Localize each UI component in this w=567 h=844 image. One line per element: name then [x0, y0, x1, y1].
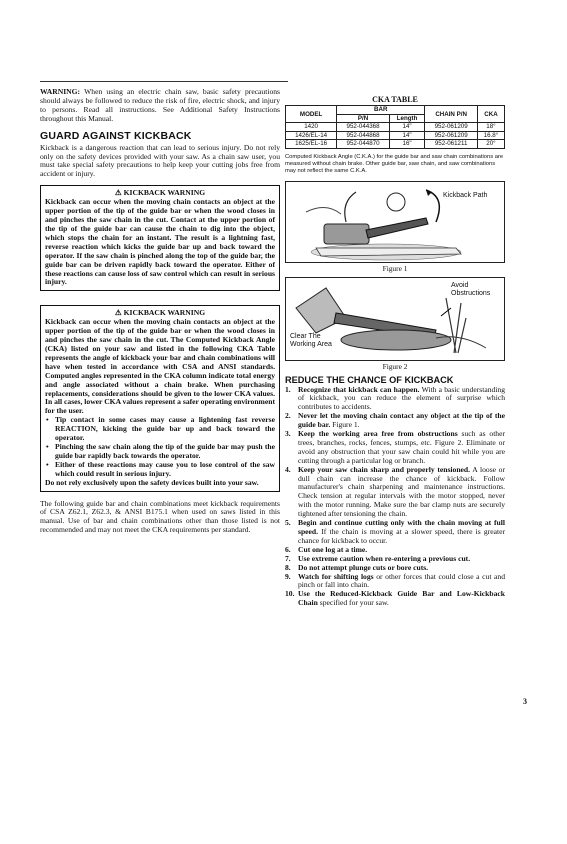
table-cell: 14"	[389, 131, 424, 140]
item-bold: Never let the moving chain contact any object at the tip of the guide bar.	[298, 411, 505, 430]
warning-bullet: • Pinching the saw chain along the tip of the guide bar may push the guide bar rapidly back towards the operator.	[55, 443, 275, 461]
table-header: P/N	[337, 114, 390, 123]
item-text: A loose or dull chain can increase the chance of kickback. Follow manufacturer's chain sharpening and maintenance instructions. Check tension at regular intervals with the motor stopped, never with the motor running. Make sure the bar clamp nuts are securely tightened after tensioning the chain.	[298, 464, 505, 519]
item-text: If the chain is moving at a slower speed, there is greater chance for kickback to occur.	[298, 527, 505, 545]
guard-text: Kickback is a dangerous reaction that can lead to serious injury. Do not rely only on the safety devices provided with your saw. As a chain saw user, you must take special safety precautions to help keep your cutting jobs free from accident or injury.	[40, 142, 280, 179]
item-number: 1.	[285, 384, 291, 394]
warning-bullet: • Tip contact in some cases may cause a lightening fast reverse REACTION, kicking the guide bar up and back toward the operator.	[55, 416, 275, 443]
cka-table-title: CKA TABLE	[372, 95, 418, 104]
item-bold: Keep the working area free from obstructions	[298, 429, 458, 439]
figure-1-caption: Figure 1	[382, 263, 408, 273]
item-number: 3.	[285, 429, 291, 439]
list-item	[285, 430, 505, 466]
item-bold: Recognize that kickback can happen.	[298, 384, 420, 394]
cka-table	[285, 105, 505, 149]
guard-heading: GUARD AGAINST KICKBACK	[40, 129, 192, 142]
table-row	[286, 140, 505, 149]
list-item	[285, 519, 505, 546]
warning-bullets	[45, 416, 275, 478]
cka-table-note: Computed Kickback Angle (C.K.A.) for the guide bar and saw chain combinations are measured without chain brake. Other guide bar, saw chain, and saw combinations may not reflect the same C.K.A.	[285, 153, 504, 174]
list-item	[285, 466, 505, 519]
item-text: Figure 1.	[330, 420, 360, 430]
table-cell: 952-044870	[337, 140, 390, 149]
item-number: 9.	[285, 571, 291, 581]
table-row	[286, 131, 505, 140]
item-bold: Use the Reduced-Kickback Guide Bar and Low-Kickback Chain	[298, 589, 505, 608]
warning-text-1: Kickback can occur when the moving chain contacts an object at the upper portion of the tip of the guide bar or when the wood closes in and pinches the saw chain in the cut. Contact at the upper portion of the tip of the guide bar can cause the chain to dig into the object, which stops the chain for an instant. The result is a lightning fast, reverse reaction which kicks the guide bar up and back toward the operator. If the saw chain is pinched along the top of the guide bar, the guide bar can be driven rapidly back toward the operator. Either of these reactions can cause loss of saw control which can result in serious injury.	[45, 197, 275, 287]
list-item	[285, 573, 505, 591]
table-cell: 18°	[477, 123, 504, 132]
warning-bullet: • Either of these reactions may cause you to lose control of the saw which could result in serious injury.	[55, 461, 275, 479]
table-cell: 16.8°	[477, 131, 504, 140]
intro-warning-label: WARNING:	[40, 87, 81, 96]
warning-title-2: ⚠ KICKBACK WARNING	[114, 308, 206, 318]
table-cell: 1420	[286, 123, 337, 132]
page-number: 3	[523, 697, 527, 706]
list-item	[285, 386, 505, 413]
table-cell: 16"	[389, 140, 424, 149]
avoid-obstructions-label: Avoid Obstructions	[451, 281, 491, 297]
list-item	[285, 590, 505, 608]
table-cell: 1426/EL-14	[286, 131, 337, 140]
figure-2	[285, 277, 505, 361]
warning-text-2: Kickback can occur when the moving chain contacts an object at the upper portion of the tip of the guide bar or when the wood closes in and pinches the saw chain in the cut. The Computed Kickback Angle (CKA) listed on your saw and listed in the following CKA Table represents the angle of kickback your bar and chain combinations will have when tested in accordance with CSA and ANSI standards. Computed angles represented in the CKA column indicate total energy and angle associated without a chain brake. When purchasing replacements, considerations should be given to the lower CKA values. In all cases, lower CKA values represent a safer operating environment for the user.	[45, 317, 275, 416]
reduce-list	[285, 386, 505, 609]
right-column	[285, 95, 505, 608]
table-header: Length	[389, 114, 424, 123]
warning-footer: Do not rely exclusively upon the safety devices built into your saw.	[45, 477, 259, 487]
list-item	[285, 412, 505, 430]
clear-working-area-label: Clear The Working Area	[290, 332, 332, 348]
table-header: BAR	[337, 106, 425, 115]
reduce-heading: REDUCE THE CHANCE OF KICKBACK	[285, 374, 454, 385]
table-cell: 20°	[477, 140, 504, 149]
item-number: 10.	[285, 589, 295, 599]
item-bold: Use extreme caution when re-entering a previous cut.	[298, 553, 471, 563]
top-rule	[40, 81, 288, 82]
table-header: MODEL	[286, 106, 337, 123]
closing-text: The following guide bar and chain combinations meet kickback requirements of CSA Z62.1, Z62.3, & ANSI B175.1 when used on saws listed in this manual. Use of bar and chain combinations other than those listed is not recommended and may not meet the CKA requirements per standard.	[40, 498, 280, 535]
table-header: CHAIN P/N	[425, 106, 478, 123]
item-bold: Cut one log at a time.	[298, 544, 368, 554]
item-number: 2.	[285, 411, 291, 421]
table-cell: 952-044368	[337, 123, 390, 132]
kickback-warning-box-1	[40, 185, 280, 291]
item-bold: Keep your saw chain sharp and properly tensioned.	[298, 464, 471, 474]
figure-2-caption: Figure 2	[382, 361, 408, 371]
item-number: 5.	[285, 518, 291, 528]
item-bold: Begin and continue cutting only with the chain moving at full speed.	[298, 518, 505, 536]
table-header: CKA	[477, 106, 504, 123]
item-bold: Do not attempt plunge cuts or bore cuts.	[298, 562, 429, 572]
table-cell: 952-061209	[425, 131, 478, 140]
intro-warning-text: When using an electric chain saw, basic safety precautions should always be followed to reduce the risk of fire, electric shock, and injury to persons. Read all instructions. See Additional Safety Instructions throughout this Manual.	[40, 87, 280, 123]
item-number: 8.	[285, 562, 291, 572]
item-text: or other forces that could close a cut and pinch or fall into chain.	[298, 571, 505, 590]
table-row	[286, 123, 505, 132]
item-text: With a basic understanding of kickback, you can reduce the element of surprise which contributes to accidents.	[298, 384, 505, 412]
item-bold: Watch for shifting logs	[298, 571, 374, 581]
kickback-path-label: Kickback Path	[443, 191, 488, 199]
table-cell: 1625/EL-16	[286, 140, 337, 149]
intro-warning	[40, 88, 280, 124]
item-text: specified for your saw.	[317, 598, 389, 608]
item-number: 6.	[285, 544, 291, 554]
warning-title-1: ⚠ KICKBACK WARNING	[114, 188, 206, 198]
item-number: 4.	[285, 464, 291, 474]
item-text: such as other trees, branches, rocks, fences, stumps, etc. Figure 2. Eliminate or avoid any obstruction that your saw chain could hit while you are cutting through a particular log or branch.	[298, 429, 505, 465]
item-number: 7.	[285, 553, 291, 563]
table-cell: 14"	[389, 123, 424, 132]
table-cell: 952-061209	[425, 123, 478, 132]
left-column	[40, 88, 280, 535]
table-cell: 952-044868	[337, 131, 390, 140]
kickback-warning-box-2	[40, 305, 280, 491]
figure-1	[285, 181, 505, 263]
table-cell: 952-061211	[425, 140, 478, 149]
